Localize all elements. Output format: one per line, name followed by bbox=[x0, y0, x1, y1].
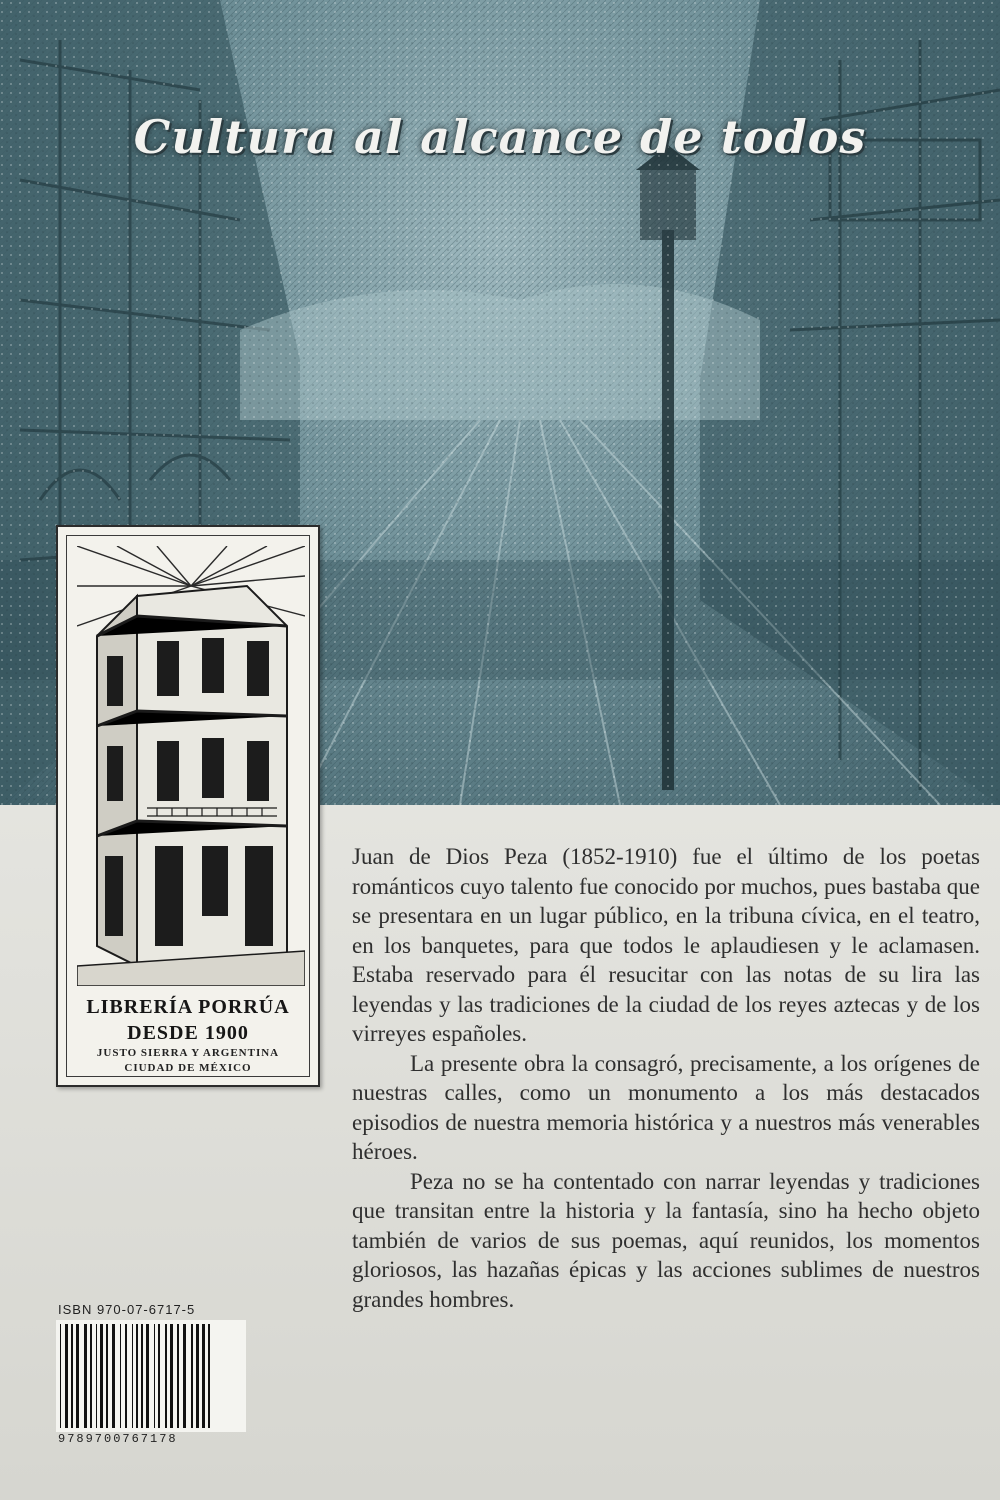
publisher-name bbox=[67, 994, 309, 1046]
barcode-bar bbox=[106, 1324, 108, 1428]
cover-tagline: Cultura al alcance de todos bbox=[133, 110, 867, 164]
blurb-paragraph: Peza no se ha contentado con narrar leyendas y tradiciones que transitan entre la historia y la fantasía, sino ha hecho objeto también de varios de sus poemas, aquí reunidos, los momentos gloriosos, las hazañas épicas y las acciones sublimes de nuestros grandes hombres. bbox=[352, 1168, 980, 1312]
barcode-bar bbox=[136, 1324, 138, 1428]
barcode-bar bbox=[146, 1324, 149, 1428]
barcode-bar bbox=[90, 1324, 92, 1428]
barcode-bar bbox=[65, 1324, 68, 1428]
barcode-bar bbox=[76, 1324, 79, 1428]
barcode-bar bbox=[183, 1324, 186, 1428]
blurb-paragraph: Juan de Dios Peza (1852-1910) fue el último de los poetas románticos cuyo talento fue conocido por muchos, pues bastaba que se presentara en un lugar público, en la tribuna cívica, en el teatro, en los banquetes, para que todos le aplaudiesen y le aclamasen. Estaba reservado para él resucitar con las notas de su lira las leyendas y las tradiciones de la ciudad de los reyes aztecas y de los virreyes españoles. bbox=[352, 844, 980, 1046]
barcode-number: 9789700767178 bbox=[58, 1432, 178, 1446]
publisher-card bbox=[56, 525, 320, 1087]
publisher-name-line1: LIBRERÍA PORRÚA bbox=[86, 996, 290, 1018]
blurb-paragraph: La presente obra la consagró, precisamente, a los orígenes de nuestras calles, como un monumento a los más destacados episodios de nuestra memoria histórica y a nuestros más venerables héroes. bbox=[352, 1050, 980, 1164]
barcode-bar bbox=[154, 1324, 155, 1428]
publisher-address bbox=[67, 1046, 309, 1076]
barcode-bar bbox=[84, 1324, 87, 1428]
barcode-bar bbox=[170, 1324, 173, 1428]
barcode-bar bbox=[96, 1324, 97, 1428]
barcode-bar bbox=[196, 1324, 199, 1428]
barcode-bar bbox=[60, 1324, 61, 1428]
publisher-address-line2: CIUDAD DE MÉXICO bbox=[124, 1062, 252, 1074]
publisher-address-line1: JUSTO SIERRA Y ARGENTINA bbox=[96, 1047, 280, 1059]
barcode-bar bbox=[208, 1324, 210, 1428]
barcode-bar bbox=[100, 1324, 103, 1428]
back-cover-blurb bbox=[352, 842, 980, 1314]
barcode-bar bbox=[191, 1324, 193, 1428]
barcode-bar bbox=[165, 1324, 167, 1428]
barcode-bar bbox=[132, 1324, 133, 1428]
bookstore-building-illustration bbox=[77, 546, 305, 986]
barcode-bar bbox=[120, 1324, 121, 1428]
barcode-bar bbox=[177, 1324, 179, 1428]
isbn-label: ISBN 970-07-6717-5 bbox=[58, 1302, 196, 1317]
barcode-bar bbox=[125, 1324, 127, 1428]
barcode-bar bbox=[71, 1324, 73, 1428]
barcode-bar bbox=[141, 1324, 143, 1428]
publisher-card-frame bbox=[66, 535, 310, 1077]
publisher-name-line2: DESDE 1900 bbox=[127, 1022, 249, 1044]
barcode-bar bbox=[202, 1324, 205, 1428]
barcode-bar bbox=[158, 1324, 160, 1428]
barcode-bar bbox=[112, 1324, 115, 1428]
isbn-barcode bbox=[56, 1320, 246, 1432]
